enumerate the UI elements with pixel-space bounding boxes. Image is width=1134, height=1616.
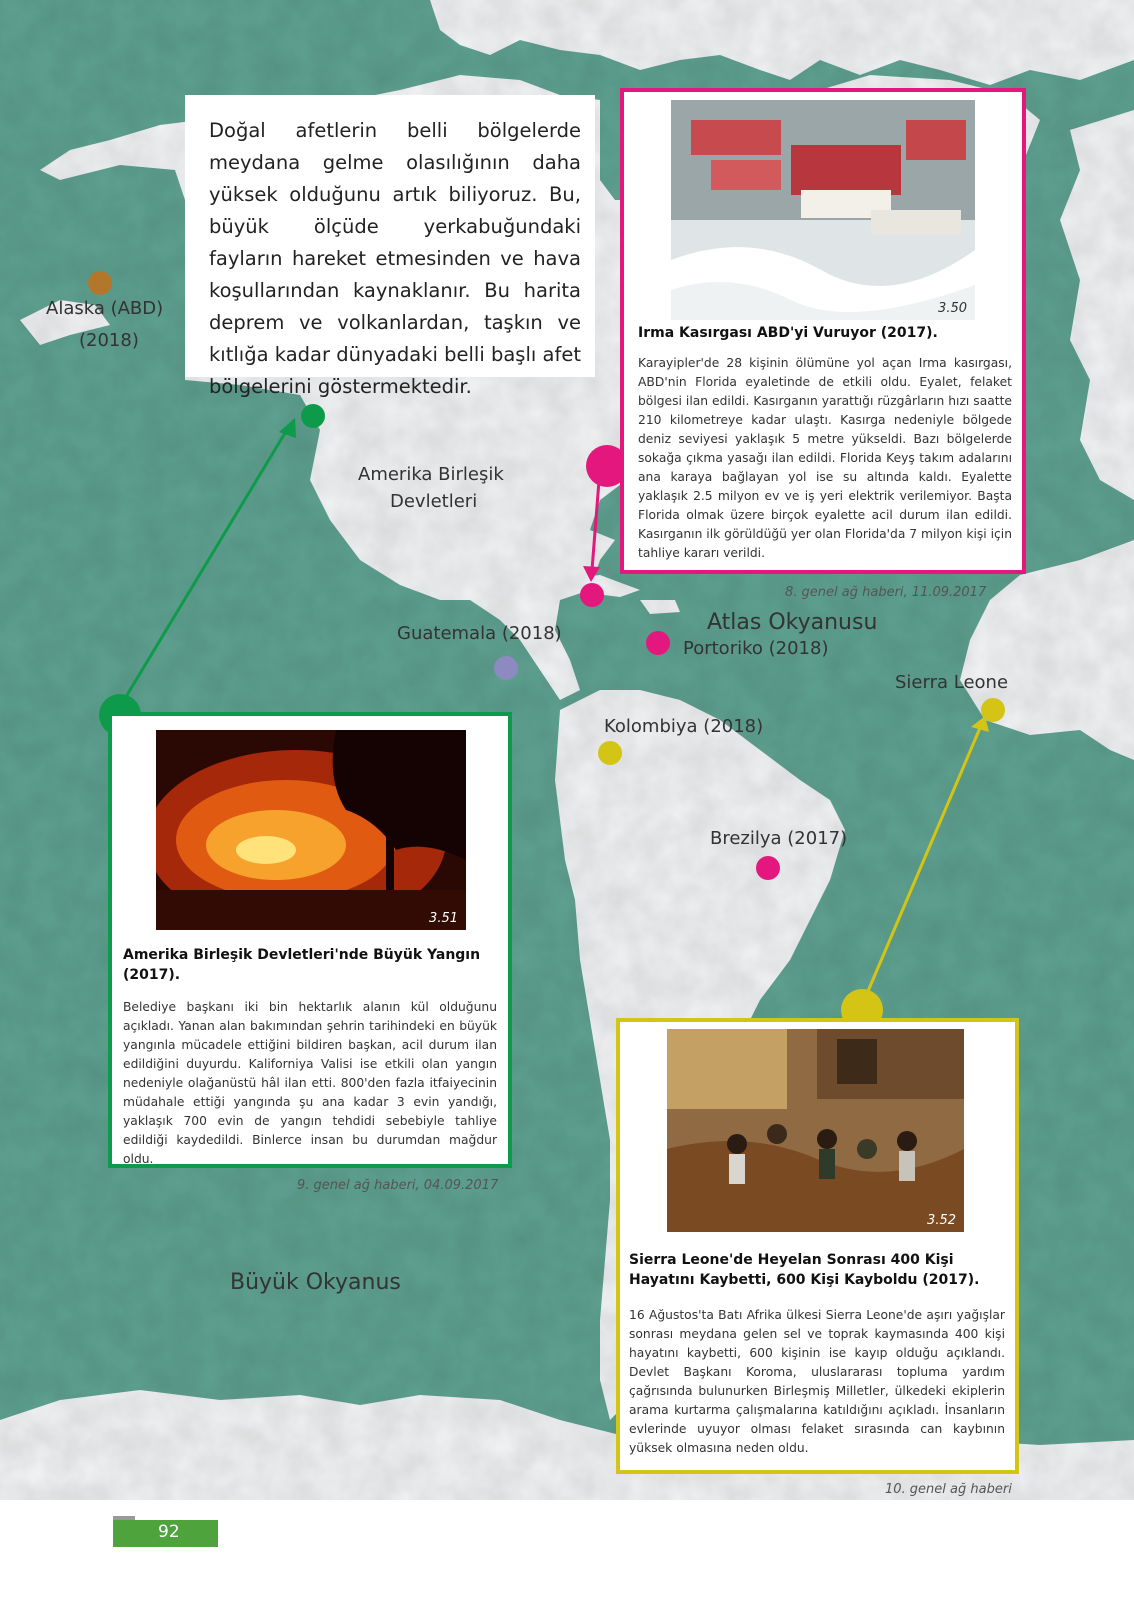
- intro-box: [185, 95, 595, 398]
- marker-florida[interactable]: [580, 583, 604, 607]
- irma-title: Irma Kasırgası ABD'yi Vuruyor (2017).: [638, 325, 938, 341]
- source-sierra: 10. genel ağ haberi: [885, 1482, 1012, 1497]
- label-usa-line1: Amerika Birleşik: [358, 464, 504, 485]
- source-irma: 8. genel ağ haberi, 11.09.2017: [785, 585, 987, 600]
- label-sierra-leone: Sierra Leone: [895, 672, 1009, 693]
- marker-kolombiya[interactable]: [598, 741, 622, 765]
- news-box-irma: [620, 88, 1026, 574]
- label-alaska-year: (2018): [79, 330, 139, 351]
- label-usa-line2: Devletleri: [390, 491, 478, 512]
- irma-body: Karayipler'de 28 kişinin ölümüne yol açan Irma kasırgası, ABD'nin Florida eyaletinde de etkili oldu. Eyalet, felaket bölgesi ilan edildi. Kasırganın yarattığı rüzgârların hızı saatte 210 kilometreye kadar ulaştı. Kasırga nedeniyle bölgede deniz seviyesi yaklaşık 5 metre yükseldi. Bazı bölgelerde sokağa çıkma yasağı ilan edildi. Florida Keyş takım adalarını ana karaya bağlayan yol ise su altında kaldı. Eyalette yaklaşık 2.5 milyon ev ve iş yeri elektrik verilemiyor. Başta Florida olmak üzere birçok eyalette acil durum ilan edildi. Kasırganın ilk görüldüğü yer olan Florida'da 7 milyon kişi için tahliye kararı verildi.: [638, 356, 1013, 560]
- sierra-title: Sierra Leone'de Heyelan Sonrası 400 Kişi Hayatını Kaybetti, 600 Kişi Kayboldu (2017).: [629, 1252, 980, 1288]
- marker-alaska[interactable]: [88, 271, 112, 295]
- label-portoriko: Portoriko (2018): [683, 638, 829, 659]
- label-guatemala: Guatemala (2018): [397, 623, 562, 644]
- fire-title: Amerika Birleşik Devletleri'nde Büyük Yangın (2017).: [123, 947, 481, 983]
- source-fire: 9. genel ağ haberi, 04.09.2017: [297, 1178, 499, 1193]
- photo-landslide: [667, 1029, 964, 1232]
- marker-brezilya[interactable]: [756, 856, 780, 880]
- figure-number-fire: 3.51: [429, 911, 458, 926]
- marker-guatemala[interactable]: [494, 656, 518, 680]
- photo-wildfire: [156, 730, 466, 930]
- label-kolombiya: Kolombiya (2018): [604, 716, 764, 737]
- intro-text: Doğal afetlerin belli bölgelerde meydana gelme olasılığının daha yüksek olduğunu artık biliyoruz. Bu, büyük ölçüde yerkabuğundaki fayların hareket etmesinden ve hava koşullarından kaynaklanır. Bu harita deprem ve volkanlardan, taşkın ve kıtlığa kadar dünyadaki belli başlı afet bölgelerini göstermektedir.: [209, 119, 581, 398]
- marker-sierra-leone[interactable]: [981, 698, 1005, 722]
- label-brezilya: Brezilya (2017): [710, 828, 848, 849]
- photo-hurricane: [671, 100, 975, 320]
- news-box-fire: [108, 712, 512, 1168]
- label-pacific-ocean: Büyük Okyanus: [230, 1270, 401, 1295]
- page-number: 92: [158, 1522, 180, 1542]
- marker-usa-west[interactable]: [301, 404, 325, 428]
- figure-number-irma: 3.50: [938, 301, 967, 316]
- figure-number-sierra: 3.52: [927, 1213, 956, 1228]
- fire-body: Belediye başkanı iki bin hektarlık alanın kül olduğunu açıkladı. Yanan alan bakımından şehrin tarihindeki en büyük yangınla mücadele ettiğini bildiren başkan, acil durum ilan edildiğini duyurdu. Kaliforniya Valisi ise etkili olan yangın nedeniyle olağanüstü hâl ilan etti. 800'den fazla itfaiyecinin müdahale ettiği yangında şu ana kadar 3 evin yandığı, yaklaşık 700 evin de yangın tehdidi sebebiyle tahliye edildiği kaydedildi. Binlerce insan bu durumdan mağdur oldu.: [123, 1000, 497, 1166]
- sierra-body: 16 Ağustos'ta Batı Afrika ülkesi Sierra Leone'de aşırı yağışlar sonrası meydana gelen sel ve toprak kaymasında 400 kişi hayatını kaybetti, 600 kişinin ise kayıp olduğu açıklandı. Devlet Başkanı Koroma, uluslararası topluma yardım çağrısında bulunurken Birleşmiş Milletler, ülkedeki ekiplerin arama kurtarma çalışmalarına katıldığını açıkladı. İnsanların evlerinde uyuyor olması felaket sırasında can kaybının yüksek olmasına neden oldu.: [629, 1308, 1005, 1455]
- label-alaska: Alaska (ABD): [46, 298, 164, 319]
- marker-portoriko[interactable]: [646, 631, 670, 655]
- label-atlantic-ocean: Atlas Okyanusu: [707, 610, 878, 635]
- news-box-sierra-leone: [616, 1018, 1019, 1474]
